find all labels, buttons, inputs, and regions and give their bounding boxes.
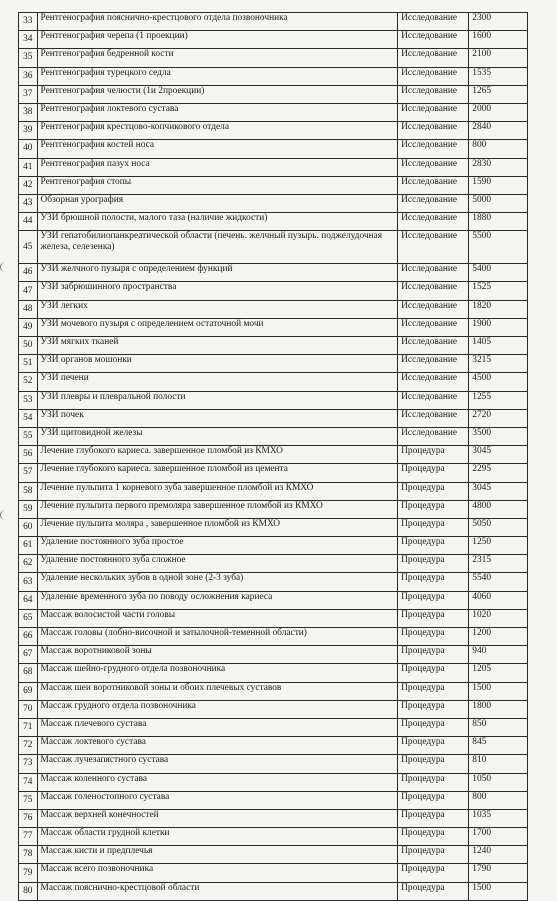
service-price: 1205 [469,664,528,682]
row-number: 52 [19,373,38,391]
service-price: 2000 [469,103,528,121]
service-price: 4800 [469,500,528,518]
row-number: 64 [19,591,38,609]
service-name: Лечение пульпита 1 корневого зуба завершенное пломбой из КМХО [37,482,398,500]
service-type: Процедура [398,846,469,864]
row-number: 58 [19,482,38,500]
service-name: УЗИ плевры и плевральной полости [37,391,398,409]
service-type: Процедура [398,573,469,591]
table-row [19,664,528,682]
service-type: Исследование [398,318,469,336]
row-number: 56 [19,446,38,464]
service-type: Исследование [398,391,469,409]
service-price: 1050 [469,773,528,791]
row-number: 62 [19,555,38,573]
service-type: Исследование [398,194,469,212]
service-type: Исследование [398,373,469,391]
service-type: Процедура [398,755,469,773]
service-type: Исследование [398,409,469,427]
service-type: Исследование [398,337,469,355]
row-number: 72 [19,737,38,755]
service-price: 2830 [469,158,528,176]
service-type: Процедура [398,500,469,518]
service-name: Массаж шеи воротниковой зоны и обоих плечевых суставов [37,682,398,700]
table-row [19,737,528,755]
table-row [19,231,528,264]
service-name: УЗИ легких [37,300,398,318]
row-number: 35 [19,49,38,67]
service-name: Лечение пульпита моляра , завершенное пломбой из КМХО [37,518,398,536]
table-row [19,537,528,555]
row-number: 55 [19,427,38,445]
table-row [19,846,528,864]
service-name: Массаж области грудной клетки [37,828,398,846]
service-type: Процедура [398,718,469,736]
service-price: 1500 [469,682,528,700]
table-row [19,158,528,176]
service-type: Исследование [398,31,469,49]
table-row [19,355,528,373]
service-type: Процедура [398,882,469,900]
row-number: 54 [19,409,38,427]
service-type: Исследование [398,13,469,31]
service-name: Массаж пояснично-крестцовой области [37,882,398,900]
service-type: Исследование [398,213,469,231]
table-row [19,882,528,900]
service-type: Процедура [398,737,469,755]
service-type: Процедура [398,446,469,464]
service-price: 5540 [469,573,528,591]
service-type: Процедура [398,555,469,573]
row-number: 38 [19,103,38,121]
table-row [19,464,528,482]
row-number: 48 [19,300,38,318]
table-row [19,446,528,464]
price-list-table [18,12,528,901]
row-number: 44 [19,213,38,231]
service-price: 2315 [469,555,528,573]
row-number: 41 [19,158,38,176]
service-type: Процедура [398,591,469,609]
service-name: Рентгенография крестцово-копчикового отдела [37,122,398,140]
service-name: Массаж плечевого сустава [37,718,398,736]
service-price: 1255 [469,391,528,409]
service-name: Рентгенография локтевого сустава [37,103,398,121]
row-number: 50 [19,337,38,355]
service-type: Процедура [398,628,469,646]
service-name: УЗИ забрюшинного пространства [37,282,398,300]
service-name: Удаление временного зуба по поводу осложнения кариеса [37,591,398,609]
service-price: 5500 [469,231,528,264]
row-number: 66 [19,628,38,646]
row-number: 43 [19,194,38,212]
row-number: 78 [19,846,38,864]
row-number: 76 [19,809,38,827]
service-price: 5400 [469,264,528,282]
row-number: 63 [19,573,38,591]
table-row [19,67,528,85]
service-price: 845 [469,737,528,755]
service-type: Процедура [398,646,469,664]
table-row [19,718,528,736]
row-number: 69 [19,682,38,700]
row-number: 71 [19,718,38,736]
service-name: Массаж головы (лобно-височной и затылочной-теменной области) [37,628,398,646]
service-name: Лечение пульпита первого премоляра завершенное пломбой из КМХО [37,500,398,518]
service-name: Рентгенография стопы [37,176,398,194]
row-number: 47 [19,282,38,300]
service-name: Массаж всего позвоночника [37,864,398,882]
service-price: 1250 [469,537,528,555]
service-name: Массаж кисти и предплечья [37,846,398,864]
service-price: 1200 [469,628,528,646]
service-type: Исследование [398,264,469,282]
service-type: Процедура [398,809,469,827]
table-row [19,122,528,140]
row-number: 79 [19,864,38,882]
service-price: 1600 [469,31,528,49]
punch-hole-mark [0,510,11,520]
service-name: УЗИ брюшной полости, малого таза (наличие жидкости) [37,213,398,231]
row-number: 60 [19,518,38,536]
row-number: 42 [19,176,38,194]
table-row [19,31,528,49]
table-row [19,518,528,536]
service-type: Исследование [398,158,469,176]
table-row [19,482,528,500]
service-name: УЗИ щитовидной железы [37,427,398,445]
row-number: 73 [19,755,38,773]
service-price: 1020 [469,609,528,627]
service-price: 1880 [469,213,528,231]
service-name: Массаж шейно-грудного отдела позвоночника [37,664,398,682]
service-name: Массаж лучезапястного сустава [37,755,398,773]
service-price: 1405 [469,337,528,355]
service-name: Рентгенография челюсти (1и 2проекции) [37,85,398,103]
row-number: 51 [19,355,38,373]
service-price: 1700 [469,828,528,846]
service-price: 850 [469,718,528,736]
row-number: 77 [19,828,38,846]
service-name: Массаж воротниковой зоны [37,646,398,664]
table-row [19,555,528,573]
service-price: 1500 [469,882,528,900]
row-number: 80 [19,882,38,900]
service-type: Процедура [398,482,469,500]
service-type: Исследование [398,140,469,158]
row-number: 57 [19,464,38,482]
service-type: Исследование [398,355,469,373]
row-number: 74 [19,773,38,791]
service-price: 1820 [469,300,528,318]
service-type: Исследование [398,231,469,264]
service-name: Удаление постоянного зуба сложное [37,555,398,573]
service-price: 1240 [469,846,528,864]
service-type: Исследование [398,85,469,103]
service-price: 1900 [469,318,528,336]
table-row [19,628,528,646]
service-name: Обзорная урография [37,194,398,212]
service-price: 800 [469,140,528,158]
service-type: Процедура [398,700,469,718]
price-list-body [19,13,528,901]
service-price: 1590 [469,176,528,194]
service-price: 1800 [469,700,528,718]
row-number: 61 [19,537,38,555]
row-number: 36 [19,67,38,85]
row-number: 68 [19,664,38,682]
service-type: Процедура [398,537,469,555]
service-name: УЗИ мочевого пузыря с определением остаточной мочи [37,318,398,336]
service-type: Процедура [398,828,469,846]
row-number: 39 [19,122,38,140]
service-name: Массаж локтевого сустава [37,737,398,755]
service-type: Процедура [398,864,469,882]
service-type: Исследование [398,49,469,67]
service-price: 1525 [469,282,528,300]
service-type: Процедура [398,682,469,700]
service-price: 800 [469,791,528,809]
row-number: 33 [19,13,38,31]
service-name: УЗИ органов мошонки [37,355,398,373]
row-number: 40 [19,140,38,158]
service-price: 3215 [469,355,528,373]
service-type: Процедура [398,791,469,809]
table-row [19,264,528,282]
service-name: УЗИ печени [37,373,398,391]
row-number: 59 [19,500,38,518]
table-row [19,700,528,718]
row-number: 70 [19,700,38,718]
service-type: Исследование [398,122,469,140]
table-row [19,828,528,846]
service-name: УЗИ мягких тканей [37,337,398,355]
service-name: Рентгенография пояснично-крестцового отдела позвоночника [37,13,398,31]
service-type: Процедура [398,664,469,682]
service-price: 5000 [469,194,528,212]
service-name: Рентгенография черепа (1 проекции) [37,31,398,49]
service-name: Рентгенография пазух носа [37,158,398,176]
table-row [19,864,528,882]
service-price: 2100 [469,49,528,67]
service-price: 3500 [469,427,528,445]
row-number: 37 [19,85,38,103]
table-row [19,140,528,158]
service-price: 2295 [469,464,528,482]
table-row [19,85,528,103]
row-number: 53 [19,391,38,409]
service-price: 1790 [469,864,528,882]
service-name: УЗИ желчного пузыря с определением функций [37,264,398,282]
table-row [19,427,528,445]
service-type: Процедура [398,518,469,536]
table-row [19,176,528,194]
table-row [19,103,528,121]
row-number: 65 [19,609,38,627]
service-price: 3045 [469,446,528,464]
row-number: 75 [19,791,38,809]
service-price: 1535 [469,67,528,85]
table-row [19,646,528,664]
table-row [19,591,528,609]
service-name: Массаж грудного отдела позвоночника [37,700,398,718]
row-number: 49 [19,318,38,336]
table-row [19,337,528,355]
service-price: 2720 [469,409,528,427]
service-price: 810 [469,755,528,773]
service-price: 940 [469,646,528,664]
table-row [19,409,528,427]
table-row [19,282,528,300]
punch-hole-mark [0,262,11,272]
service-price: 1035 [469,809,528,827]
service-name: Удаление постоянного зуба простое [37,537,398,555]
table-row [19,300,528,318]
service-price: 2840 [469,122,528,140]
table-row [19,773,528,791]
service-name: Лечение глубокого кариеса. завершенное пломбой из цемента [37,464,398,482]
service-type: Процедура [398,464,469,482]
table-row [19,373,528,391]
table-row [19,318,528,336]
service-type: Исследование [398,427,469,445]
table-row [19,755,528,773]
service-name: Удаление нескольких зубов в одной зоне (2-3 зуба) [37,573,398,591]
service-name: УЗИ почек [37,409,398,427]
service-type: Процедура [398,609,469,627]
service-type: Процедура [398,773,469,791]
service-name: УЗИ гепатобилиопанкреатической области (печень. желчный пузырь. поджелудочная железа, селезенка) [37,231,398,264]
service-price: 4060 [469,591,528,609]
row-number: 34 [19,31,38,49]
service-type: Исследование [398,282,469,300]
table-row [19,49,528,67]
table-row [19,682,528,700]
table-row [19,213,528,231]
table-row [19,13,528,31]
service-type: Исследование [398,176,469,194]
table-row [19,391,528,409]
table-row [19,573,528,591]
service-price: 2300 [469,13,528,31]
service-price: 5050 [469,518,528,536]
table-row [19,500,528,518]
row-number: 46 [19,264,38,282]
service-name: Массаж волосистой части головы [37,609,398,627]
row-number: 45 [19,231,38,264]
service-name: Массаж верхней конечностей [37,809,398,827]
service-name: Рентгенография турецкого седла [37,67,398,85]
service-price: 4500 [469,373,528,391]
table-row [19,194,528,212]
service-name: Рентгенография костей носа [37,140,398,158]
service-price: 3045 [469,482,528,500]
table-row [19,609,528,627]
row-number: 67 [19,646,38,664]
service-name: Массаж коленного сустава [37,773,398,791]
service-name: Рентгенография бедренной кости [37,49,398,67]
table-row [19,791,528,809]
service-type: Исследование [398,103,469,121]
service-price: 1265 [469,85,528,103]
service-name: Массаж голеностопного сустава [37,791,398,809]
service-type: Исследование [398,300,469,318]
service-name: Лечение глубокого кариеса. завершенное пломбой из КМХО [37,446,398,464]
table-row [19,809,528,827]
service-type: Исследование [398,67,469,85]
